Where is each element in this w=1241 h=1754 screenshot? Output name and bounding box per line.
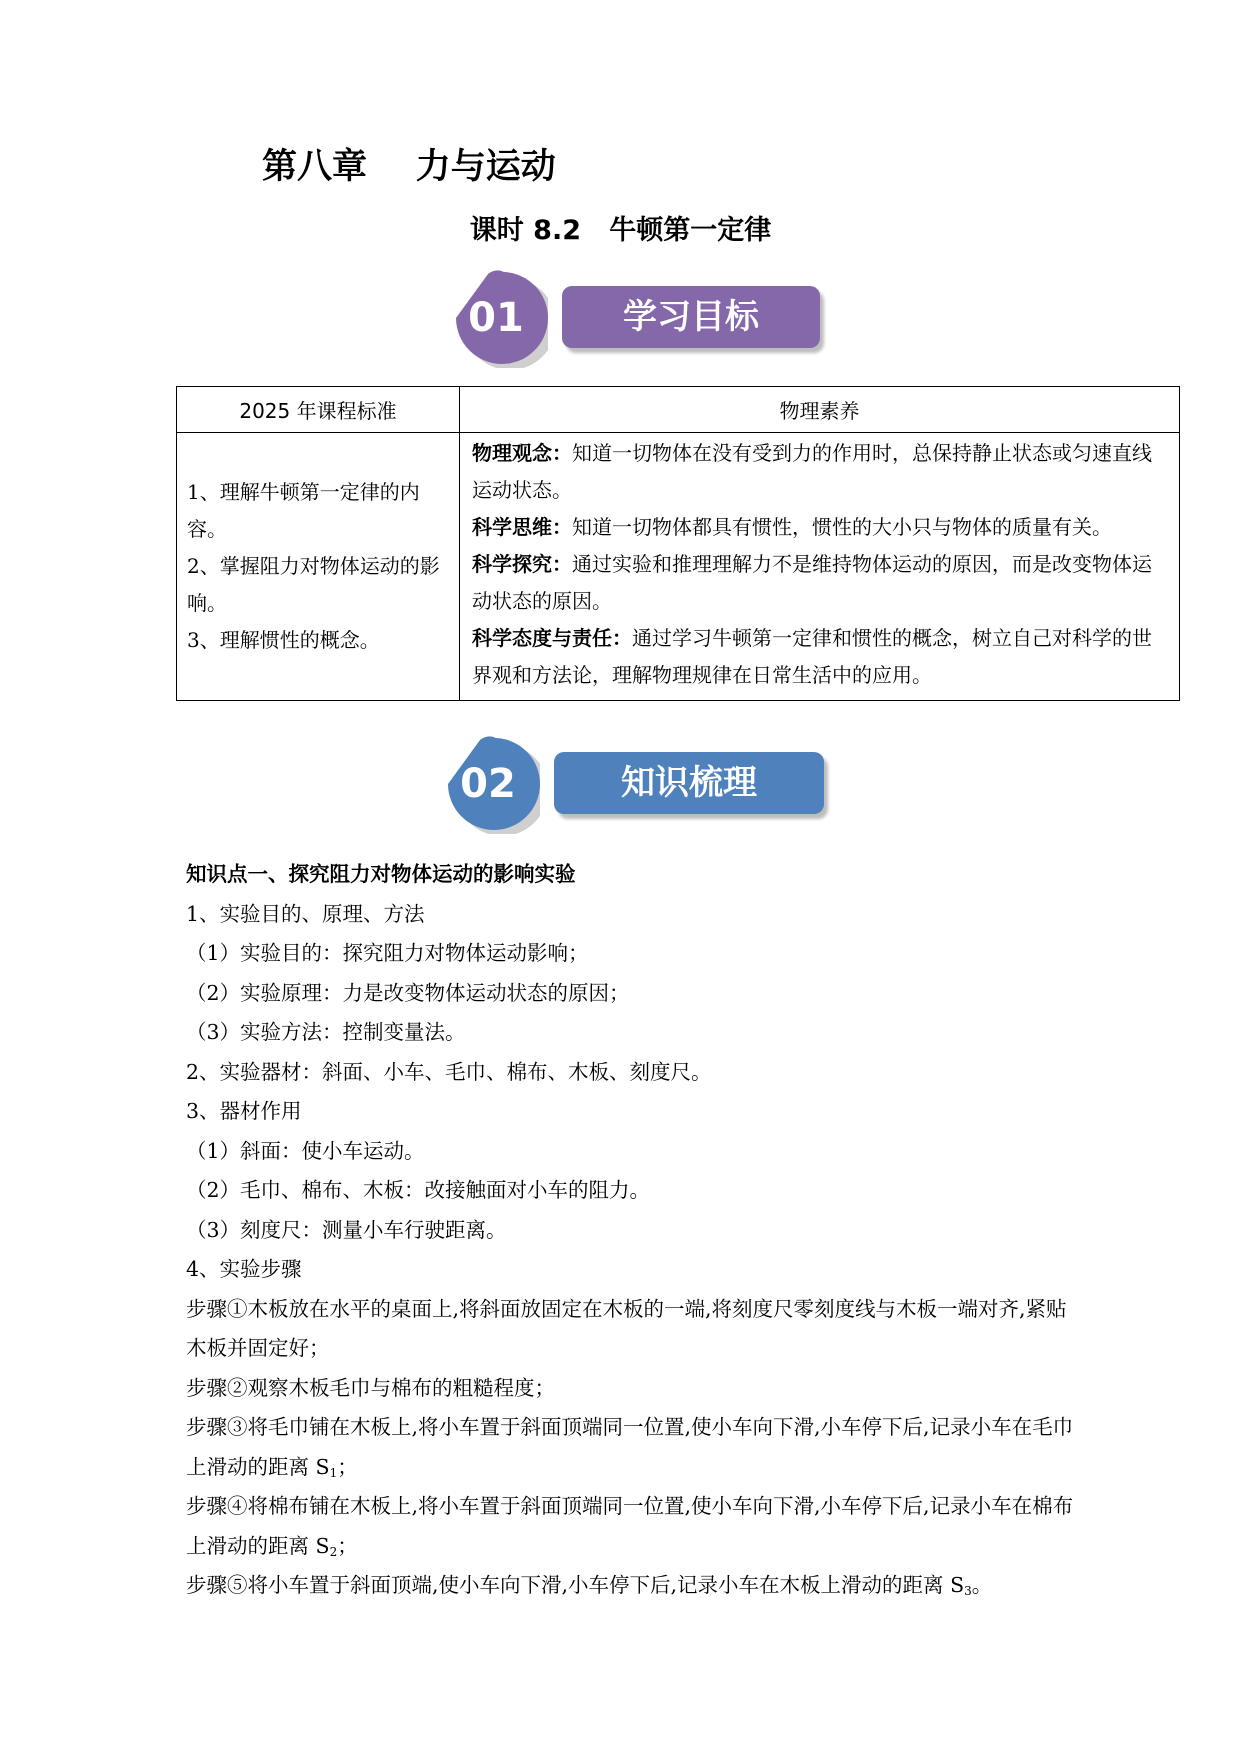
- section-banner-knowledge: [440, 734, 830, 844]
- table-header-standards: 2025 年课程标准: [177, 387, 460, 433]
- content-line: 3、器材作用: [186, 1099, 302, 1123]
- standard-item: 2、掌握阻力对物体运动的影响。: [187, 554, 440, 615]
- learning-goals-table: [176, 386, 1180, 701]
- physics-literacy-cell: [460, 433, 1180, 701]
- lesson-title: 课时 8.2 牛顿第一定律: [469, 215, 772, 246]
- literacy-item: [472, 546, 1169, 620]
- literacy-label: 科学态度与责任：: [472, 626, 632, 650]
- literacy-item: [472, 435, 1169, 509]
- step-end: 。: [971, 1573, 993, 1597]
- content-line: （3）刻度尺：测量小车行驶距离。: [186, 1217, 507, 1242]
- content-line: （1）斜面：使小车运动。: [186, 1138, 425, 1163]
- chapter-title: 第八章 力与运动: [262, 147, 556, 187]
- content-line: （2）毛巾、棉布、木板：改接触面对小车的阻力。: [186, 1178, 651, 1202]
- literacy-item: [472, 509, 1169, 546]
- literacy-label: 科学探究：: [472, 552, 572, 576]
- section-number: 02: [460, 761, 516, 807]
- content-line: 2、实验器材：斜面、小车、毛巾、棉布、木板、刻度尺。: [186, 1059, 712, 1084]
- content-line: 步骤②观察木板毛巾与棉布的粗糙程度；: [186, 1375, 555, 1400]
- literacy-item: [472, 620, 1169, 694]
- course-standards-cell: [177, 433, 460, 701]
- literacy-text: 通过实验和推理理解力不是维持物体运动的原因，而是改变物体运动状态的原因。: [472, 552, 1152, 613]
- content-line: [186, 1566, 1086, 1606]
- literacy-text: 通过学习牛顿第一定律和惯性的概念，树立自己对科学的世界观和方法论，理解物理规律在日常生活中的应用。: [472, 626, 1152, 687]
- section-banner-goals: [448, 268, 828, 378]
- table-row: [177, 433, 1180, 701]
- step-end: ；: [337, 1533, 358, 1558]
- content-line: （3）实验方法：控制变量法。: [186, 1020, 466, 1044]
- standard-item: 3、理解惯性的概念。: [187, 628, 380, 652]
- table-header-literacy: 物理素养: [460, 387, 1180, 433]
- content-line: [186, 1408, 1086, 1487]
- literacy-text: 知道一切物体在没有受到力的作用时，总保持静止状态或匀速直线运动状态。: [472, 441, 1152, 502]
- knowledge-point-heading: 知识点一、探究阻力对物体运动的影响实验: [186, 862, 576, 886]
- content-line: 1、实验目的、原理、方法: [186, 901, 425, 926]
- subscript: 1: [329, 1465, 338, 1480]
- step-end: ；: [337, 1454, 358, 1479]
- table-header-row: [177, 387, 1180, 433]
- subscript: 2: [329, 1544, 338, 1559]
- section-label: 学习目标: [562, 286, 820, 348]
- content-line: [186, 1487, 1086, 1566]
- section-number: 01: [468, 295, 524, 341]
- step-text: 步骤⑤将小车置于斜面顶端,使小车向下滑,小车停下后,记录小车在木板上滑动的距离 S: [186, 1573, 965, 1597]
- section-label: 知识梳理: [554, 752, 824, 814]
- standard-item: 1、理解牛顿第一定律的内容。: [187, 480, 420, 541]
- content-line: （1）实验目的：探究阻力对物体运动影响；: [186, 941, 589, 965]
- content-line: 4、实验步骤: [186, 1257, 302, 1281]
- literacy-text: 知道一切物体都具有惯性，惯性的大小只与物体的质量有关。: [572, 515, 1112, 539]
- step-text: 步骤④将棉布铺在木板上,将小车置于斜面顶端同一位置,使小车向下滑,小车停下后,记录小车在棉布上滑动的距离 S: [186, 1494, 1074, 1558]
- knowledge-content: [186, 855, 1086, 1606]
- content-line: （2）实验原理：力是改变物体运动状态的原因；: [186, 980, 630, 1005]
- content-line: 步骤①木板放在水平的桌面上,将斜面放固定在木板的一端,将刻度尺零刻度线与木板一端对齐,紧贴木板并固定好；: [186, 1296, 1067, 1360]
- literacy-label: 物理观念：: [472, 441, 572, 465]
- step-text: 步骤③将毛巾铺在木板上,将小车置于斜面顶端同一位置,使小车向下滑,小车停下后,记录小车在毛巾上滑动的距离 S: [186, 1415, 1074, 1479]
- literacy-label: 科学思维：: [472, 515, 572, 539]
- subscript: 3: [964, 1584, 972, 1598]
